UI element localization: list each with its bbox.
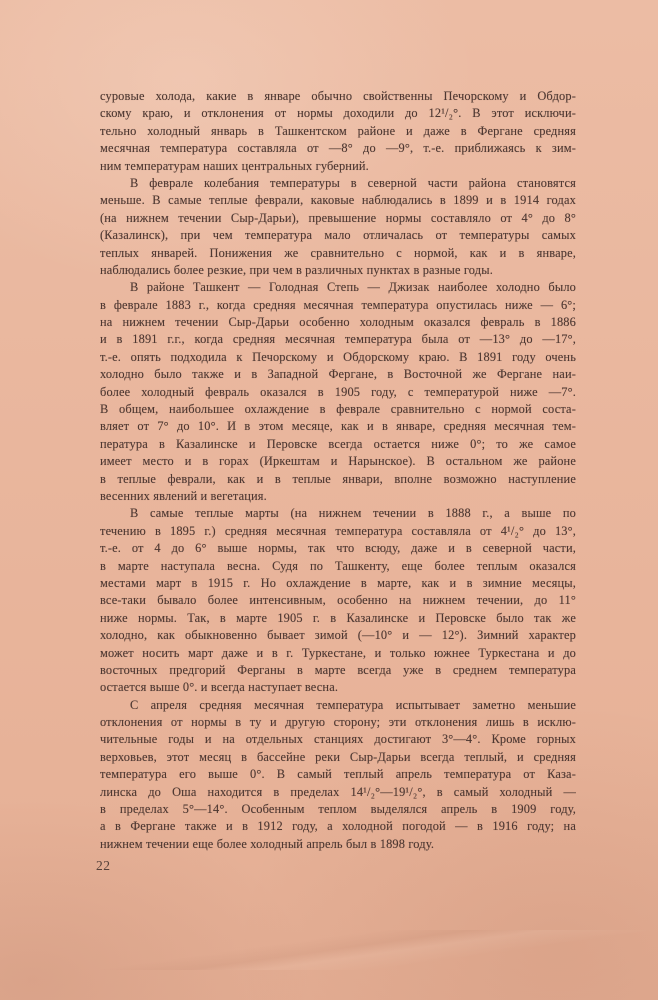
paragraph <box>100 505 576 696</box>
text-line: т.-е. опять подходила к Печорскому и Обдорскому краю. В 1891 году очень <box>100 349 576 364</box>
text-line: тельно холодный январь в Ташкентском районе и даже в Фергане средняя <box>100 123 576 138</box>
text-line: а в Фергане также и в 1912 году, а холодной погодой — в 1916 году; на <box>100 819 576 834</box>
paragraph <box>100 279 576 505</box>
text-line: температура его выше 0°. В самый теплый апрель температура от Каза- <box>100 767 576 782</box>
text-line: в феврале 1883 г., когда средняя месячная температура опустилась ниже — 6°; <box>100 297 576 312</box>
text-line: пература в Казалинске и Перовске всегда остается ниже 0°; то же самое <box>100 436 576 451</box>
text-line: скому краю, и отклонения от нормы доходили до 12¹/₂°. В этот исключи- <box>100 106 576 121</box>
page-number: 22 <box>96 858 111 873</box>
text-line: ним температурам наших центральных губерний. <box>100 158 369 173</box>
text-line: на нижнем течении Сыр-Дарьи особенно холодным оказался февраль в 1886 <box>100 315 576 330</box>
text-line: холодно было также и в Западной Фергане, в Восточной же Фергане наи- <box>100 367 576 382</box>
text-line: имеет место и в горах (Иркештам и Нарынское). В остальном же районе <box>100 454 576 469</box>
paragraph <box>100 175 576 279</box>
text-line: и в 1891 г.г., когда средняя месячная температура была от —13° до —17°, <box>100 332 576 347</box>
text-line: наблюдались более резкие, при чем в различных пунктах в разные годы. <box>100 262 493 277</box>
text-line: (на нижнем течении Сыр-Дарьи), превышение нормы составляло от 4° до 8° <box>100 210 576 225</box>
text-line: течению в 1895 г.) средняя месячная температура составляла от 4¹/₂° до 13°, <box>100 523 576 538</box>
text-line: остается выше 0°. и всегда наступает весна. <box>100 680 339 695</box>
text-line: (Казалинск), при чем температура мало отличалась от температуры самых <box>100 228 576 243</box>
text-line: холодно, как обыкновенно бывает зимой (—10° и — 12°). Зимний характер <box>100 628 576 643</box>
text-line: В феврале колебания температуры в северной части района становятся <box>130 175 576 190</box>
text-line: т.-е. от 4 до 6° выше нормы, так что всюду, даже и в северной части, <box>100 541 576 556</box>
text-line: месячная температура составляла от —8° до —9°, т.-е. приближаясь к зим- <box>100 141 576 156</box>
text-line: нижнем течении еще более холодный апрель был в 1898 году. <box>100 836 435 851</box>
text-line: более холодный февраль оказался в 1905 году, с температурой ниже —7°. <box>100 384 576 399</box>
text-line: восточных предгорий Ферганы в марте всегда уже в среднем температура <box>100 662 576 677</box>
text-line: местами март в 1915 г. Но охлаждение в марте, как и в зимние месяцы, <box>100 575 576 590</box>
text-line: теплых январей. Понижения же сравнительно с нормой, как и в январе, <box>100 245 576 260</box>
text-line: суровые холода, какие в январе обычно свойственны Печорскому и Обдор- <box>100 89 576 103</box>
paragraph <box>100 697 576 854</box>
text-line: В районе Ташкент — Голодная Степь — Джизак наиболее холодно было <box>130 280 576 295</box>
text-line: В самые теплые марты (на нижнем течении в 1888 г., а выше по <box>130 506 576 521</box>
text-line: весенних явлений и вегетация. <box>100 488 267 503</box>
text-line: в теплые феврали, как и в теплые январи, вполне возможно наступление <box>100 471 576 486</box>
text-line: вляет от 7° до 10°. И в этом месяце, как и в январе, средняя месячная тем- <box>100 419 576 434</box>
paragraph <box>100 88 576 175</box>
text-line: ниже нормы. Так, в марте 1905 г. в Казалинске и Перовске было так же <box>100 610 576 625</box>
text-line: отклонения от нормы в ту и другую сторону; эти отклонения лишь в исклю- <box>100 715 576 730</box>
text-line: чительные годы и на отдельных станциях достигают 3°—4°. Кроме горных <box>100 732 576 747</box>
text-line: меньше. В самые теплые феврали, каковые наблюдались в 1899 и в 1914 годах <box>100 193 576 208</box>
text-line: может носить март даже и в г. Туркестане, и только южнее Туркестана и до <box>100 645 576 660</box>
text-line: верховьев, этот месяц в бассейне реки Сыр-Дарьи всегда теплый, и средняя <box>100 749 576 764</box>
text-line: линска до Оша находится в пределах 14¹/₂°—19¹/₂°, в самый холодный — <box>100 784 576 799</box>
text-line: В общем, наибольшее охлаждение в феврале сравнительно с нормой соста- <box>100 402 576 417</box>
page-text <box>100 88 576 853</box>
text-line: в марте наступала весна. Судя по Ташкенту, еще более теплым оказался <box>100 558 576 573</box>
text-line: все-таки бывало более интенсивным, особенно на нижнем течении, до 11° <box>100 593 576 608</box>
paper-crease <box>0 930 658 970</box>
text-line: в пределах 5°—14°. Особенным теплом выделялся апрель в 1909 году, <box>100 802 576 817</box>
text-line: С апреля средняя месячная температура испытывает заметно меньшие <box>130 697 576 712</box>
